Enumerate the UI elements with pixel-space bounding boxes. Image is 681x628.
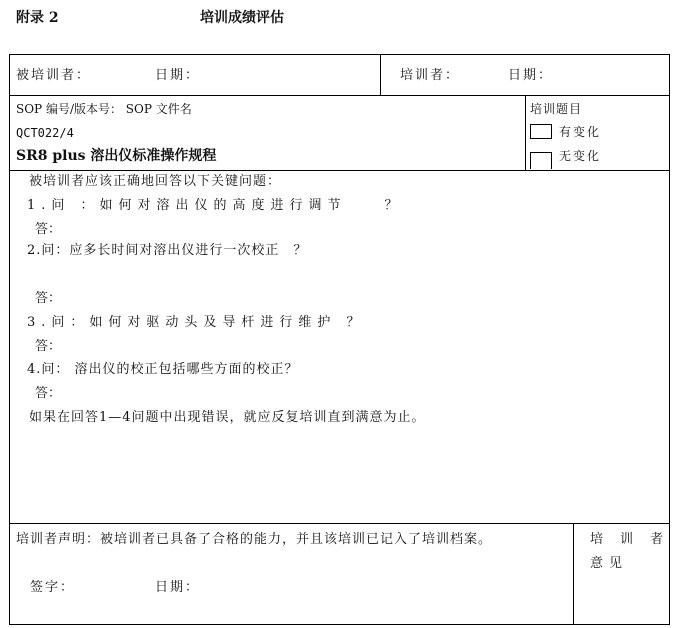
divider: [9, 54, 670, 55]
question-4: 4.问： 溶出仪的校正包括哪些方面的校正？: [27, 362, 299, 377]
answer-3-label: 答：: [35, 339, 62, 354]
divider: [9, 624, 670, 625]
questions-intro: 被培训者应该正确地回答以下关键问题：: [29, 174, 282, 189]
trainee-date-label: 日期：: [155, 68, 201, 83]
trainer-opinion-label-2: 意见: [590, 556, 629, 571]
sop-name: SR8 plus 溶出仪标准操作规程: [16, 148, 217, 164]
trainer-date-label: 日期：: [508, 68, 554, 83]
trainer-opinion-label: 培 训 者: [590, 532, 666, 547]
divider: [380, 54, 381, 95]
sop-code: QCT022/4: [16, 126, 74, 140]
changed-label: 有变化: [559, 125, 602, 139]
divider: [9, 523, 670, 524]
divider: [669, 54, 670, 625]
appendix-label: 附录 2: [16, 10, 59, 26]
trainee-label: 被培训者：: [16, 68, 92, 83]
divider: [9, 170, 670, 171]
question-2: 2.问：应多长时间对溶出仪进行一次校正 ？: [27, 243, 308, 258]
unchanged-checkbox[interactable]: [530, 152, 552, 169]
changed-checkbox[interactable]: [530, 124, 552, 139]
unchanged-label: 无变化: [559, 149, 602, 163]
question-1: 1.问 ：如何对溶出仪的高度进行调节 ？: [27, 198, 404, 213]
sop-number-label: SOP 编号/版本号： SOP 文件名: [16, 102, 192, 116]
divider: [573, 523, 574, 624]
divider: [9, 95, 670, 96]
signature-label: 签字：: [30, 580, 76, 595]
retraining-note: 如果在回答1—4问题中出现错误，就应反复培训直到满意为止。: [29, 410, 426, 425]
divider: [525, 95, 526, 170]
signature-date-label: 日期：: [155, 580, 201, 595]
answer-2-label: 答：: [35, 291, 62, 306]
answer-4-label: 答：: [35, 386, 62, 401]
page-title: 培训成绩评估: [200, 10, 284, 26]
question-3: 3.问：如何对驱动头及导杆进行维护 ？: [27, 315, 366, 330]
trainer-declaration: 培训者声明：被培训者已具备了合格的能力，并且该培训已记入了培训档案。: [16, 532, 493, 547]
divider: [9, 54, 10, 625]
answer-1-label: 答：: [35, 222, 62, 237]
trainer-label: 培训者：: [400, 68, 461, 83]
topic-label: 培训题目: [530, 102, 583, 116]
